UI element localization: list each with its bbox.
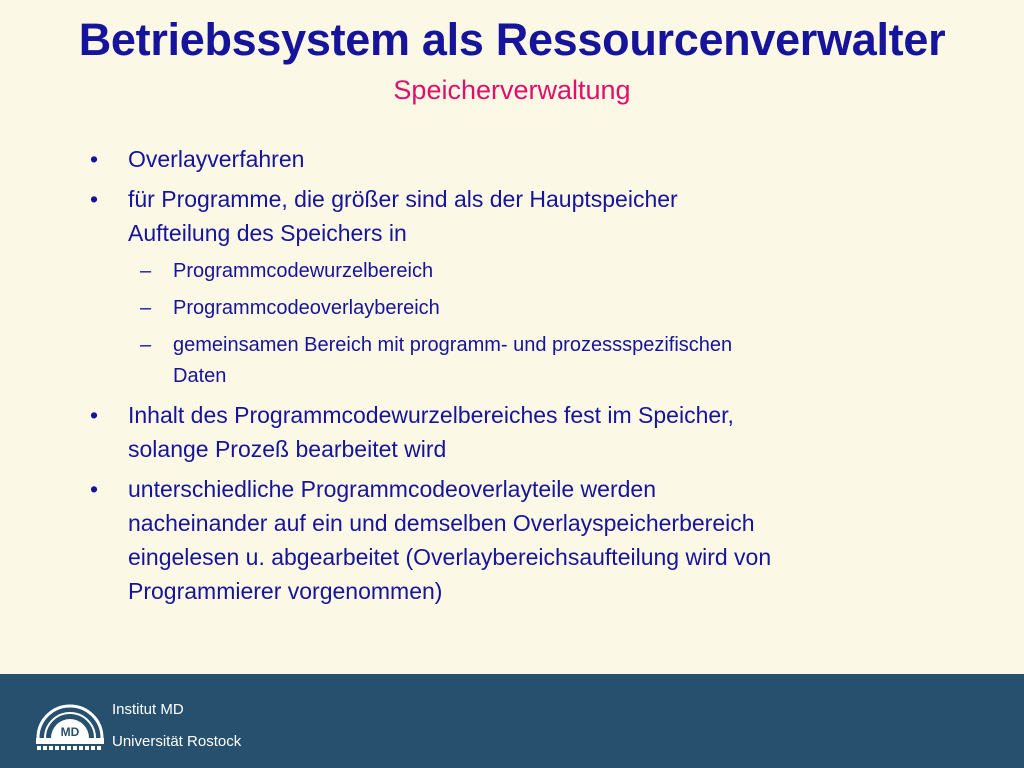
- sub-bullet-marker: –: [140, 297, 152, 319]
- sub-bullet-text: gemeinsamen Bereich mit programm- und prozessspezifischen: [173, 334, 733, 356]
- sub-bullet-item: [88, 293, 968, 324]
- logo-text: MD: [60, 725, 80, 739]
- bullet-marker: •: [90, 402, 99, 428]
- sub-bullet-marker: –: [140, 260, 152, 282]
- bullet-marker: •: [90, 186, 99, 212]
- university-name: Universität Rostock: [112, 733, 242, 750]
- bullet-text: Overlayverfahren: [128, 146, 305, 172]
- bullet-text: solange Prozeß bearbeitet wird: [128, 436, 447, 462]
- bullet-text: für Programme, die größer sind als der Hauptspeicher: [128, 186, 678, 212]
- footer-bar: [0, 674, 1024, 768]
- sub-bullet-item: [88, 330, 968, 392]
- bullet-item: [88, 182, 968, 250]
- bullet-item: [88, 142, 968, 176]
- bullet-text: eingelesen u. abgearbeitet (Overlaybereichsaufteilung wird von: [128, 544, 772, 570]
- sub-bullet-text: Daten: [173, 365, 227, 387]
- slide-title: Betriebssystem als Ressourcenverwalter: [78, 14, 946, 65]
- institut-md-logo-icon: [32, 694, 108, 756]
- bullet-text: Programmierer vorgenommen): [128, 578, 443, 604]
- bullet-marker: •: [90, 476, 99, 502]
- bullet-text: Inhalt des Programmcodewurzelbereiches fest im Speicher,: [128, 402, 734, 428]
- bullet-item: [88, 398, 968, 466]
- sub-bullet-item: [88, 256, 968, 287]
- sub-bullet-marker: –: [140, 334, 152, 356]
- bullet-marker: •: [90, 146, 99, 172]
- slide-subtitle: Speicherverwaltung: [393, 75, 631, 105]
- sub-bullet-text: Programmcodewurzelbereich: [173, 260, 434, 282]
- bullet-text: unterschiedliche Programmcodeoverlayteile werden: [128, 476, 656, 502]
- bullet-list: [88, 142, 968, 614]
- bullet-text: nacheinander auf ein und demselben Overlayspeicherbereich: [128, 510, 755, 536]
- sub-bullet-text: Programmcodeoverlaybereich: [173, 297, 440, 319]
- bullet-item: [88, 472, 968, 608]
- bullet-text: Aufteilung des Speichers in: [128, 220, 407, 246]
- institute-name: Institut MD: [112, 701, 184, 718]
